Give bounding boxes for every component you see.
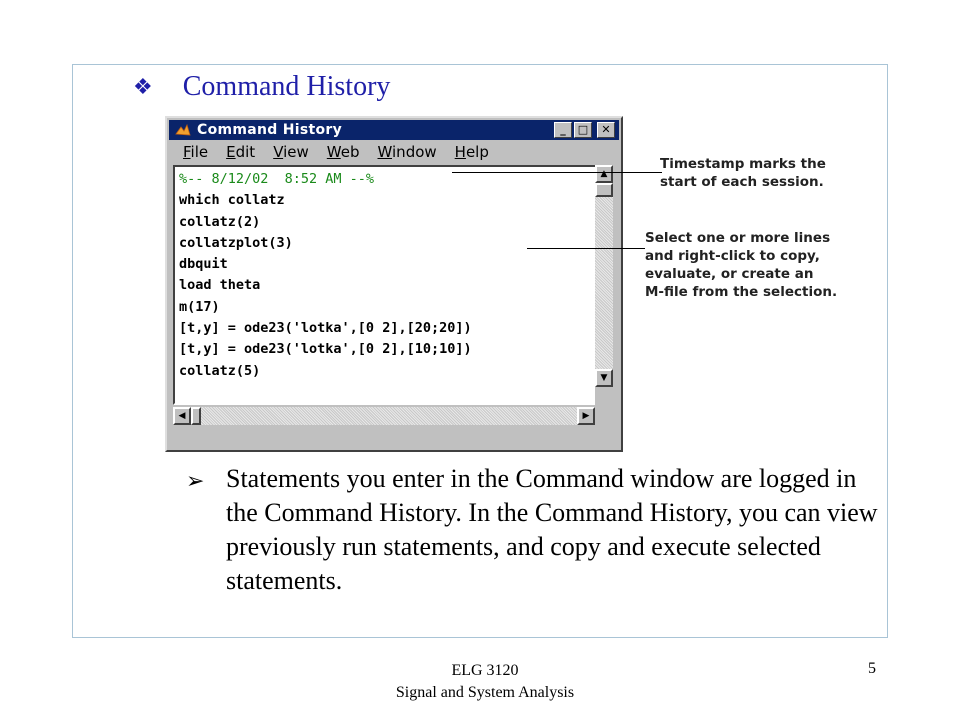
callout-line: Select one or more lines [645,230,831,246]
menu-help[interactable]: Help [454,143,489,161]
minimize-button[interactable]: _ [554,122,572,138]
callout-line: M-file from the selection. [645,284,838,300]
history-timestamp[interactable]: %-- 8/12/02 8:52 AM --% [179,171,375,187]
diamond-bullet-icon: ❖ [133,74,153,99]
scroll-left-icon[interactable]: ◀ [173,407,191,425]
callout-line: start of each session. [660,174,824,190]
window-titlebar[interactable] [169,120,619,140]
window-title: Command History [197,122,343,138]
history-line[interactable]: which collatz [179,192,285,209]
history-line[interactable]: m(17) [179,298,220,315]
slide-footer [380,660,590,704]
heading-text: Command History [182,71,391,102]
history-line[interactable]: collatz(5) [179,362,261,379]
callout-line: Timestamp marks the [660,156,826,172]
select-leader-line [527,248,645,249]
horizontal-scroll-thumb[interactable] [191,407,201,425]
menu-bar [169,142,619,162]
scroll-up-icon[interactable]: ▲ [595,165,613,183]
scroll-corner [595,387,613,405]
menu-edit[interactable]: Edit [226,143,256,161]
vertical-scrollbar[interactable] [595,165,613,405]
body-paragraph: Statements you enter in the Command window are logged in the Command History. In the Command History, you can view previously run statements, and copy and execute selected statements. [226,464,878,595]
history-line[interactable]: dbquit [179,256,228,273]
callout-line: and right-click to copy, [645,248,820,264]
scroll-down-icon[interactable]: ▼ [595,369,613,387]
history-line[interactable]: [t,y] = ode23('lotka',[0 2],[20;20]) [179,320,472,337]
history-line[interactable]: load theta [179,277,261,294]
menu-view[interactable]: View [273,143,309,161]
close-button[interactable]: ✕ [597,122,615,138]
maximize-button[interactable]: □ [574,122,592,138]
command-history-window [165,116,623,452]
scroll-right-icon[interactable]: ▶ [577,407,595,425]
history-line[interactable]: [t,y] = ode23('lotka',[0 2],[10;10]) [179,341,472,358]
horizontal-scroll-track[interactable] [191,407,577,425]
slide-body [186,462,886,598]
history-list[interactable] [173,165,603,405]
page-number: 5 [868,660,876,677]
timestamp-callout [660,155,826,191]
menu-file[interactable]: File [183,143,209,161]
history-line[interactable]: collatz(2) [179,213,261,230]
select-callout [645,229,837,301]
slide-heading [133,70,390,104]
matlab-icon [175,123,191,137]
vertical-scroll-thumb[interactable] [595,183,613,197]
arrow-bullet-icon: ➢ [186,468,205,493]
horizontal-scrollbar[interactable] [173,407,595,425]
footer-subtitle: Signal and System Analysis [395,684,575,701]
timestamp-leader-line [452,172,662,173]
history-line[interactable]: collatzplot(3) [179,234,293,251]
menu-web[interactable]: Web [326,143,360,161]
callout-line: evaluate, or create an [645,266,814,282]
menu-window[interactable]: Window [377,143,437,161]
vertical-scroll-track[interactable] [595,183,613,387]
footer-course: ELG 3120 [451,662,519,679]
